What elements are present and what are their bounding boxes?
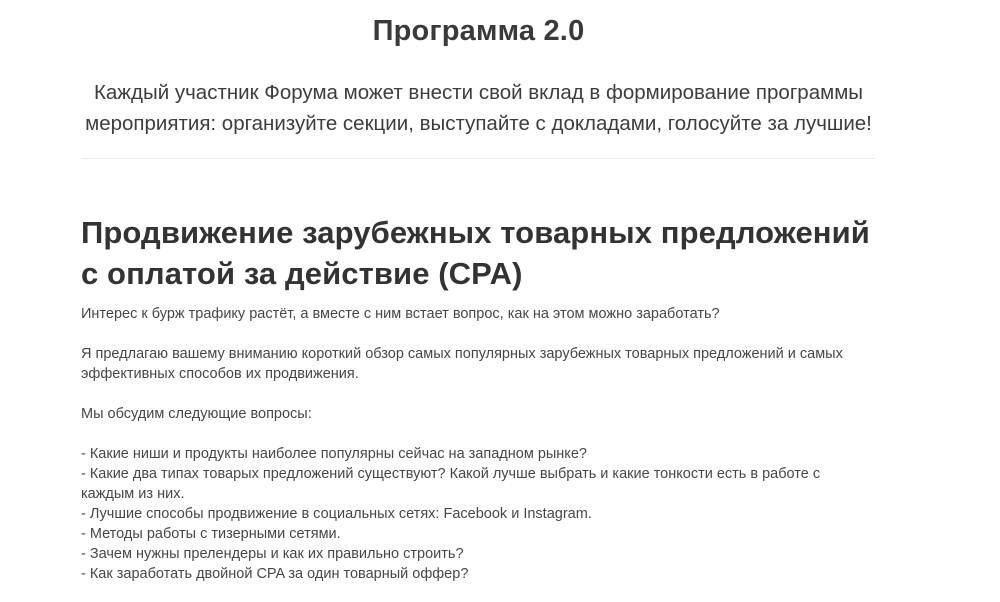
talk-topic-item: - Зачем нужны прелендеры и как их правильно строить? — [81, 546, 464, 562]
talk-topic-item: - Методы работы с тизерными сетями. — [81, 526, 341, 542]
paragraph-spacer — [81, 384, 876, 404]
talk-description — [81, 304, 876, 584]
program-intro: Каждый участник Форума может внести свой вклад в формирование программы мероприятия: организуйте секции, выступайте с докладами, голосуйте за лучшие! — [85, 81, 872, 135]
talk-topic-item: - Как заработать двойной CPA за один товарный оффер? — [81, 566, 469, 582]
talk-paragraph: Мы обсудим следующие вопросы: — [81, 406, 312, 422]
talk-paragraph: Интерес к бурж трафику растёт, а вместе с ним встает вопрос, как на этом можно заработать? — [81, 306, 720, 322]
paragraph-spacer — [81, 324, 876, 344]
talk-topics-list — [81, 444, 876, 584]
talk-paragraph: Я предлагаю вашему вниманию короткий обзор самых популярных зарубежных товарных предложений и самых эффективных способов их продвижения. — [81, 346, 843, 382]
section-divider — [81, 158, 876, 159]
program-content — [81, 0, 876, 584]
talk-topic-item: - Лучшие способы продвижение в социальных сетях: Facebook и Instagram. — [81, 506, 592, 522]
page-title: Программа 2.0 — [372, 15, 585, 47]
talk-topic-item: - Какие ниши и продукты наиболее популярны сейчас на западном рынке? — [81, 446, 587, 462]
paragraph-spacer — [81, 424, 876, 444]
talk-title: Продвижение зарубежных товарных предложений с оплатой за действие (CPA) — [81, 215, 870, 291]
talk-topic-item: - Какие два типах товарых предложений существуют? Какой лучше выбрать и какие тонкости есть в работе с каждым из них. — [81, 466, 821, 502]
